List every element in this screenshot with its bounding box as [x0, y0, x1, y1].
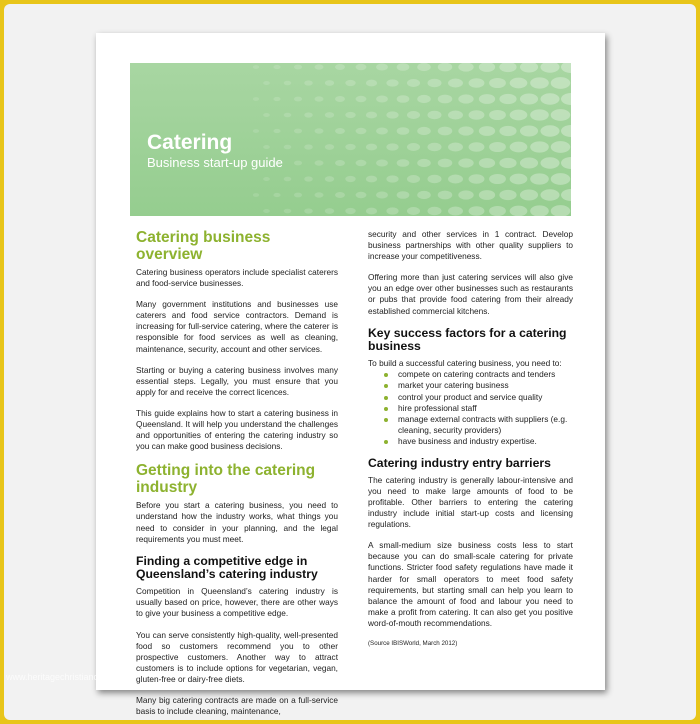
banner-dot — [469, 142, 485, 152]
banner-dot — [479, 190, 495, 200]
banner-dot — [376, 191, 388, 198]
banner-dot — [571, 77, 591, 89]
banner-dot — [427, 143, 441, 151]
banner-dot — [376, 159, 388, 166]
paragraph: Competition in Queensland’s catering industry is usually based on price, however, there are other ways to give your business a competitive edge. — [136, 586, 338, 619]
paragraph: The catering industry is generally labour-intensive and you need to make large amounts of food to be profitable. Other barriers to entering the catering industry include initial start-up costs and licensing regulations. — [368, 474, 573, 530]
banner-dot — [520, 62, 538, 73]
banner-dot — [407, 79, 420, 87]
banner-dot — [489, 110, 506, 120]
heading-competitive-edge: Finding a competitive edge in Queensland’s catering industry — [136, 553, 318, 582]
banner-dot — [273, 65, 280, 69]
banner-dot — [540, 125, 559, 136]
watermark: www.heritagechristiancollege.com — [6, 672, 142, 682]
banner-dot — [314, 64, 323, 69]
banner-dot — [304, 112, 313, 117]
paragraph: A small-medium size business costs less to start because you can do small-scale catering for private functions. Stricter food safety regulations have made it harder for small operators to meet food safety requirements, but starting small can help you learn to balance the amount of food and labour you need to make a profit from catering. It can also get you positive word-of-mouth recommendations. — [368, 540, 573, 628]
banner-dot — [458, 94, 473, 103]
banner-dot — [427, 79, 441, 87]
banner-dot — [571, 109, 591, 121]
list-item: hire professional staff — [382, 403, 573, 414]
banner-dot — [386, 143, 398, 150]
banner-dot — [530, 173, 549, 184]
banner-dot — [551, 109, 571, 121]
banner-dot — [397, 127, 410, 135]
banner-dot — [551, 77, 571, 89]
banner-dot — [510, 206, 528, 217]
list-item: manage external contracts with suppliers (e.g. cleaning, security providers) — [382, 414, 573, 436]
banner-dot — [335, 96, 345, 102]
banner-dot — [386, 79, 398, 86]
banner-dot — [417, 191, 431, 199]
bullet-icon — [384, 396, 388, 400]
banner-dot — [469, 174, 485, 184]
banner-dot — [479, 62, 495, 72]
banner-dot — [335, 128, 345, 134]
banner-dot — [438, 127, 453, 136]
paragraph: security and other services in 1 contract. Develop business partnerships with other quality suppliers to increase your competitiveness. — [368, 229, 573, 262]
list-item: have business and industry expertise. — [382, 436, 573, 447]
banner-dot — [458, 126, 473, 135]
banner-dot — [520, 158, 538, 169]
banner-dot — [263, 209, 270, 213]
banner-dot — [407, 175, 420, 183]
banner-dot — [253, 97, 259, 101]
banner-dot — [335, 64, 345, 70]
banner-dot — [284, 209, 292, 214]
banner-dot — [304, 144, 313, 149]
banner-dot — [366, 80, 377, 87]
document-title: Catering — [147, 131, 233, 154]
banner-dot — [345, 176, 355, 182]
banner-dot — [438, 191, 453, 200]
banner-dot — [273, 97, 280, 101]
banner-dot — [448, 111, 463, 120]
banner-dot — [448, 207, 463, 216]
paragraph: Starting or buying a catering business involves many essential steps. Legally, you must ensure that you apply for and receive the correct licences. — [136, 364, 338, 397]
banner-dot — [530, 77, 549, 88]
banner-dot — [284, 177, 292, 182]
banner-dot — [356, 160, 367, 167]
header-banner — [130, 63, 571, 216]
list-intro: To build a successful catering business, you need to: — [368, 358, 562, 369]
banner-dot — [489, 78, 506, 88]
banner-dot — [253, 193, 259, 197]
bullet-icon — [384, 373, 388, 377]
banner-dot — [561, 189, 581, 201]
document-subtitle: Business start-up guide — [147, 155, 283, 170]
banner-dot — [551, 205, 571, 217]
banner-dot — [304, 208, 313, 213]
banner-dot — [397, 63, 410, 71]
banner-dot — [540, 157, 559, 168]
banner-dot — [417, 127, 431, 135]
banner-dot — [325, 80, 334, 86]
paragraph: Many government institutions and businesses use caterers and food service contractors. Demand is increasing for full-service catering, where the caterer is responsible for food services as well as cleaning, maintenance, security, account and other services. — [136, 299, 338, 354]
list-item: control your product and service quality — [382, 392, 573, 403]
banner-dot — [386, 111, 398, 118]
banner-dot — [427, 207, 441, 215]
banner-dot — [304, 176, 313, 181]
banner-dot — [540, 93, 559, 104]
banner-dot — [345, 80, 355, 86]
banner-dot — [366, 144, 377, 151]
banner-dot — [325, 112, 334, 118]
banner-dot — [499, 158, 516, 168]
banner-dot — [407, 143, 420, 151]
banner-dot — [284, 145, 292, 150]
banner-dot — [417, 95, 431, 103]
banner-dot — [284, 81, 292, 86]
banner-dot — [571, 205, 591, 217]
banner-dot — [294, 97, 302, 102]
banner-dot — [356, 192, 367, 199]
banner-dot — [530, 205, 549, 216]
banner-dot — [376, 95, 388, 102]
bullet-icon — [384, 384, 388, 388]
banner-dot — [335, 160, 345, 166]
list-item: compete on catering contracts and tenders — [382, 369, 573, 380]
banner-dot — [366, 176, 377, 183]
document-page — [96, 33, 605, 717]
banner-dot — [294, 65, 302, 70]
banner-dot — [356, 96, 367, 103]
banner-dot — [345, 208, 355, 214]
banner-dot — [386, 207, 398, 214]
banner-dot — [499, 190, 516, 200]
banner-dot — [530, 141, 549, 152]
banner-dot — [458, 190, 473, 199]
banner-dot — [253, 65, 259, 69]
banner-dot — [489, 174, 506, 184]
banner-dot — [263, 177, 270, 181]
banner-dot — [263, 145, 270, 149]
banner-dot — [294, 161, 302, 166]
banner-dot — [417, 63, 431, 71]
bullet-icon — [384, 440, 388, 444]
banner-dot — [520, 190, 538, 201]
banner-dot — [499, 62, 516, 72]
banner-dot — [397, 159, 410, 167]
heading-overview: Catering business overview — [136, 229, 271, 263]
banner-dot — [427, 111, 441, 119]
banner-dot — [366, 112, 377, 119]
banner-dot — [540, 61, 559, 72]
banner-dot — [314, 96, 323, 101]
banner-dot — [561, 93, 581, 105]
source-citation: (Source IBISWorld, March 2012) — [368, 640, 458, 648]
paragraph: This guide explains how to start a catering business in Queensland. It will help you understand the challenges and opportunities of entering the catering industry so you can make good business decisions. — [136, 407, 338, 452]
banner-dot — [325, 144, 334, 150]
bullet-icon — [384, 407, 388, 411]
banner-dot — [284, 113, 292, 118]
list-item: market your catering business — [382, 380, 573, 391]
right-column — [368, 229, 573, 648]
banner-dot — [479, 126, 495, 136]
banner-dot — [510, 110, 528, 121]
banner-dot — [356, 64, 367, 71]
banner-dot — [356, 224, 367, 231]
banner-dot — [417, 159, 431, 167]
banner-dot — [253, 129, 259, 133]
banner-dot — [469, 110, 485, 120]
success-factor-list — [368, 369, 573, 447]
banner-dot — [397, 191, 410, 199]
banner-dot — [314, 192, 323, 197]
banner-dot — [448, 143, 463, 152]
banner-dot — [335, 192, 345, 198]
heading-getting-into: Getting into the catering industry — [136, 462, 316, 497]
banner-dot — [448, 175, 463, 184]
banner-dot — [520, 94, 538, 105]
paragraph: Offering more than just catering services will also give you an edge over other businesses such as restaurants or pubs that provide food catering from their already established commercial kitchens. — [368, 272, 573, 316]
banner-dot — [314, 128, 323, 133]
banner-dot — [407, 111, 420, 119]
banner-dot — [427, 175, 441, 183]
banner-dot — [407, 207, 420, 215]
banner-dot — [263, 113, 270, 117]
banner-dot — [304, 80, 313, 85]
banner-dot — [510, 78, 528, 89]
banner-dot — [345, 144, 355, 150]
paragraph: You can serve consistently high-quality, well-presented food so customers recommend you to other prospective customers. Another way to attract customers is to include options for vegetarian, vegan, gluten-free or dairy-free diets. — [136, 629, 338, 684]
banner-dot — [571, 173, 591, 185]
banner-dot — [273, 129, 280, 133]
banner-dot — [356, 128, 367, 135]
banner-dot — [345, 112, 355, 118]
banner-dot — [469, 206, 485, 216]
banner-dot — [294, 193, 302, 198]
banner-dot — [469, 78, 485, 88]
banner-dot — [314, 160, 323, 165]
banner-dot — [510, 142, 528, 153]
banner-dot — [551, 173, 571, 185]
banner-dot — [376, 63, 388, 70]
banner-dot — [397, 95, 410, 103]
banner-dot — [448, 79, 463, 88]
banner-dot — [551, 141, 571, 153]
banner-dot — [325, 208, 334, 214]
banner-dot — [263, 81, 270, 85]
banner-dot — [520, 126, 538, 137]
banner-dot — [499, 94, 516, 104]
banner-dot — [561, 125, 581, 137]
heading-success-factors: Key success factors for a catering business — [368, 325, 567, 354]
banner-dot — [489, 206, 506, 216]
paragraph: Before you start a catering business, you need to understand how the industry works, what things you need to consider in your planning, and the legal requirements you must meet. — [136, 500, 338, 544]
banner-dot — [530, 109, 549, 120]
banner-dot — [366, 208, 377, 215]
banner-dot — [438, 63, 453, 72]
banner-dot — [510, 174, 528, 185]
banner-dot — [325, 176, 334, 182]
banner-dot — [499, 126, 516, 136]
bullet-icon — [384, 418, 388, 422]
banner-dot — [561, 157, 581, 169]
banner-dot — [489, 142, 506, 152]
paragraph: Many big catering contracts are made on a full-service basis to include cleaning, maintenance, — [136, 695, 338, 717]
banner-dot — [386, 175, 398, 182]
paragraph: Catering business operators include specialist caterers and food-service businesses. — [136, 267, 338, 289]
heading-entry-barriers: Catering industry entry barriers — [368, 456, 551, 470]
banner-dot — [561, 61, 581, 73]
banner-dot — [479, 158, 495, 168]
left-column — [136, 229, 338, 717]
banner-dot — [458, 158, 473, 167]
banner-dot — [376, 127, 388, 134]
banner-dot — [479, 94, 495, 104]
banner-dot — [438, 159, 453, 168]
banner-dot — [571, 141, 591, 153]
banner-dot — [273, 193, 280, 197]
banner-dot — [540, 189, 559, 200]
banner-dot — [438, 95, 453, 104]
banner-dot — [458, 62, 473, 71]
banner-dot — [294, 129, 302, 134]
